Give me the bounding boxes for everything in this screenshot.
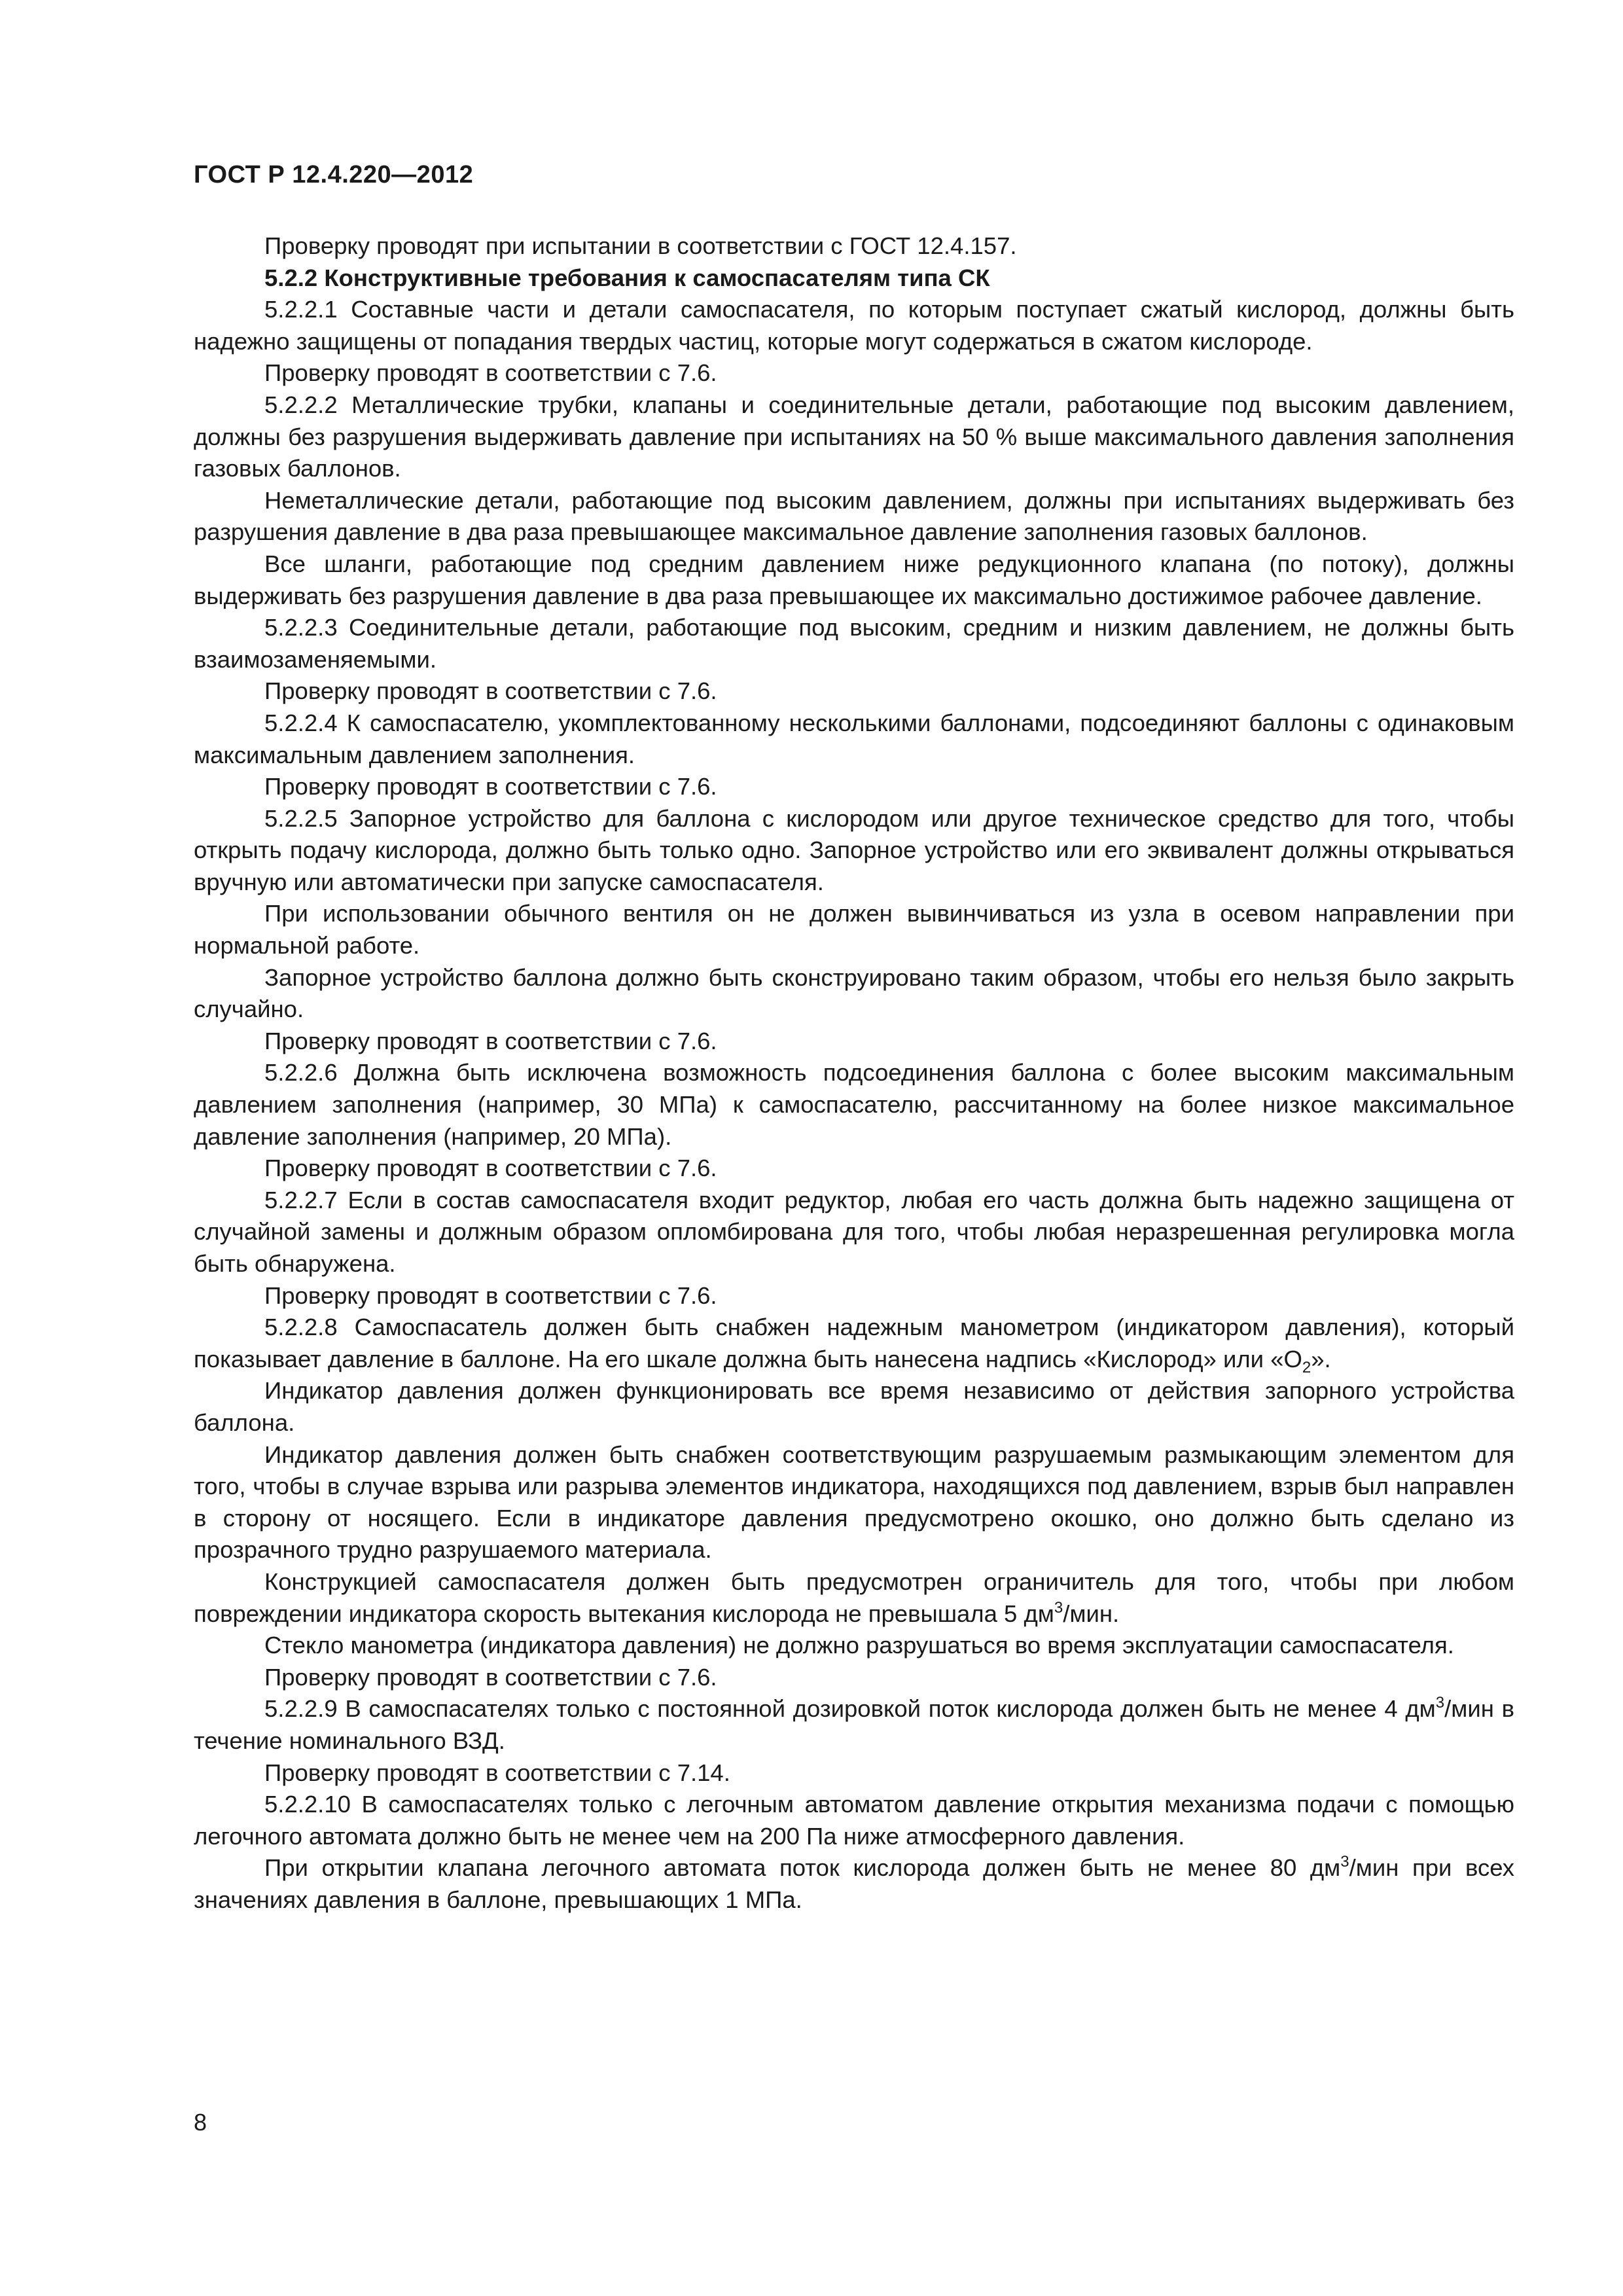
paragraph	[194, 962, 1514, 1026]
paragraph	[194, 675, 1514, 708]
paragraph-text: Проверку проводят в соответствии с 7.14.	[264, 1759, 730, 1786]
paragraph	[194, 803, 1514, 899]
paragraph-text: 5.2.2.3 Соединительные детали, работающие под высоким, средним и низким давлением, не должны быть взаимозаменяемыми.	[194, 614, 1514, 673]
paragraph	[194, 357, 1514, 389]
paragraph-text: 5.2.2.2 Металлические трубки, клапаны и соединительные детали, работающие под высоким давлением, должны без разрушения выдерживать давление при испытаниях на 50 % выше максимального давления заполнения газовых баллонов.	[194, 391, 1514, 482]
paragraph-text: Индикатор давления должен функционировать все время независимо от действия запорного устройства баллона.	[194, 1377, 1514, 1436]
superscript: 3	[1054, 1598, 1063, 1617]
paragraph-text: При открытии клапана легочного автомата поток кислорода должен быть не менее 80 дм	[264, 1854, 1341, 1882]
paragraph-text: 5.2.2.6 Должна быть исключена возможность подсоединения баллона с более высоким максимальным давлением заполнения (например, 30 МПа) к самоспасателю, рассчитанному на более низкое максимальное давление заполнения (например, 20 МПа).	[194, 1059, 1514, 1150]
subscript: 2	[1302, 1358, 1311, 1376]
paragraph	[194, 1630, 1514, 1662]
paragraph-text: 5.2.2.5 Запорное устройство для баллона с кислородом или другое техническое средство для того, чтобы открыть подачу кислорода, должно быть только одно. Запорное устройство или его эквивалент должны открываться вручную или автоматически при запуске самоспасателя.	[194, 804, 1514, 895]
paragraph	[194, 1439, 1514, 1566]
paragraph	[194, 1662, 1514, 1694]
paragraph-text: 5.2.2.8 Самоспасатель должен быть снабжен надежным манометром (индикатором давления), который показывает давление в баллоне. На его шкале должна быть нанесена надпись «Кислород» или «O	[194, 1314, 1514, 1372]
paragraph-text: Проверку проводят в соответствии с 7.6.	[264, 359, 717, 387]
paragraph	[194, 389, 1514, 485]
section-heading	[194, 262, 1514, 295]
paragraph	[194, 1280, 1514, 1312]
paragraph-text: Проверку проводят в соответствии с 7.6.	[264, 1663, 717, 1691]
paragraph	[194, 548, 1514, 612]
document-body	[194, 230, 1514, 1916]
paragraph	[194, 1852, 1514, 1916]
paragraph	[194, 1185, 1514, 1280]
paragraph	[194, 1693, 1514, 1757]
paragraph	[194, 898, 1514, 961]
paragraph	[194, 1789, 1514, 1852]
paragraph	[194, 1566, 1514, 1630]
paragraph-text: 5.2.2.1 Составные части и детали самоспасателя, по которым поступает сжатый кислород, должны быть надежно защищены от попадания твердых частиц, которые могут содержаться в сжатом кислороде.	[194, 296, 1514, 355]
paragraph	[194, 1057, 1514, 1153]
paragraph	[194, 1757, 1514, 1789]
paragraph	[194, 294, 1514, 357]
paragraph-text: Все шланги, работающие под средним давлением ниже редукционного клапана (по потоку), должны выдерживать без разрушения давление в два раза превышающее их максимально достижимое рабочее давление.	[194, 550, 1514, 609]
paragraph-text: Конструкцией самоспасателя должен быть предусмотрен ограничитель для того, чтобы при любом повреждении индикатора скорость вытекания кислорода не превышала 5 дм	[194, 1568, 1514, 1627]
page-number: 8	[194, 2109, 207, 2136]
paragraph-text: 5.2.2.10 В самоспасателях только с легочным автоматом давление открытия механизма подачи с помощью легочного автомата должно быть не менее чем на 200 Па ниже атмосферного давления.	[194, 1791, 1514, 1850]
paragraph-text: Запорное устройство баллона должно быть сконструировано таким образом, чтобы его нельзя было закрыть случайно.	[194, 963, 1514, 1023]
paragraph	[194, 1312, 1514, 1375]
paragraph	[194, 230, 1514, 262]
paragraph-text: 5.2.2.4 К самоспасателю, укомплектованному несколькими баллонами, подсоединяют баллоны с одинаковым максимальным давлением заполнения.	[194, 709, 1514, 768]
paragraph-text: Проверку проводят в соответствии с 7.6.	[264, 1282, 717, 1309]
paragraph	[194, 1375, 1514, 1439]
paragraph	[194, 1026, 1514, 1058]
paragraph	[194, 771, 1514, 803]
paragraph-text: Стекло манометра (индикатора давления) не должно разрушаться во время эксплуатации самоспасателя.	[264, 1632, 1454, 1659]
paragraph	[194, 612, 1514, 675]
paragraph-text: При использовании обычного вентиля он не должен вывинчиваться из узла в осевом направлении при нормальной работе.	[194, 900, 1514, 960]
paragraph-text: Проверку проводят в соответствии с 7.6.	[264, 1155, 717, 1182]
paragraph	[194, 485, 1514, 548]
paragraph-text: 5.2.2 Конструктивные требования к самоспасателям типа СК	[264, 264, 990, 291]
paragraph-tail: /мин в течение номинального ВЗД.	[194, 1695, 1514, 1754]
paragraph-text: 5.2.2.9 В самоспасателях только с постоянной дозировкой поток кислорода должен быть не менее 4 дм	[264, 1695, 1436, 1723]
paragraph-text: Проверку проводят в соответствии с 7.6.	[264, 773, 717, 800]
paragraph	[194, 708, 1514, 771]
paragraph-tail: /мин.	[1063, 1600, 1120, 1627]
paragraph-text: 5.2.2.7 Если в состав самоспасателя входит редуктор, любая его часть должна быть надежно защищена от случайной замены и должным образом опломбирована для того, чтобы любая неразрешенная регулировка могла быть обнаружена.	[194, 1186, 1514, 1277]
paragraph-text: Проверку проводят в соответствии с 7.6.	[264, 677, 717, 705]
superscript: 3	[1340, 1853, 1349, 1871]
paragraph-text: Проверку проводят при испытании в соответствии с ГОСТ 12.4.157.	[264, 232, 1017, 259]
superscript: 3	[1435, 1694, 1445, 1712]
document-header: ГОСТ Р 12.4.220—2012	[194, 161, 474, 188]
paragraph-text: Неметаллические детали, работающие под высоким давлением, должны при испытаниях выдерживать без разрушения давление в два раза превышающее максимальное давление заполнения газовых баллонов.	[194, 486, 1514, 546]
paragraph	[194, 1153, 1514, 1185]
paragraph-tail: ».	[1311, 1345, 1331, 1372]
paragraph-text: Проверку проводят в соответствии с 7.6.	[264, 1027, 717, 1054]
paragraph-tail: /мин при всех значениях давления в баллоне, превышающих 1 МПа.	[194, 1854, 1514, 1913]
paragraph-text: Индикатор давления должен быть снабжен соответствующим разрушаемым размыкающим элементом для того, чтобы в случае взрыва или разрыва элементов индикатора, находящихся под давлением, взрыв был направлен в сторону от носящего. Если в индикаторе давления предусмотрено окошко, оно должно быть сделано из прозрачного трудно разрушаемого материала.	[194, 1441, 1514, 1564]
